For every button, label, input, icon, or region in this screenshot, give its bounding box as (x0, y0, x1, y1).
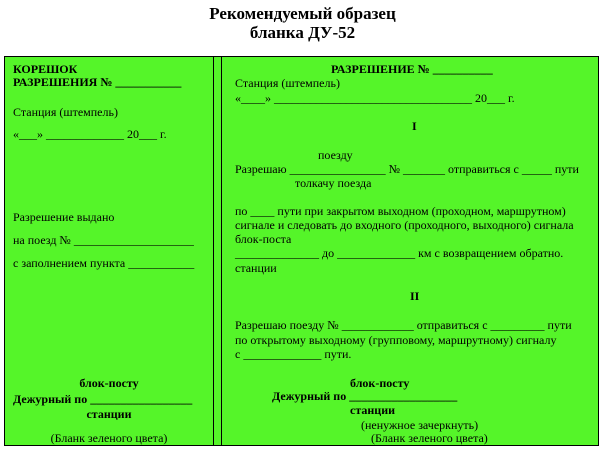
page-title-line1: Рекомендуемый образец (209, 4, 396, 23)
permit-line-d: ______________ до _____________ км с возвращением обратно. (235, 246, 564, 260)
section-one-label: I (412, 119, 417, 133)
stub-heading: КОРЕШОК (13, 62, 78, 76)
permit-train-word: поезду (318, 148, 353, 162)
permit-line-b: сигнале и следовать до входного (проходного, выходного) сигнала (235, 218, 574, 232)
stub-station-word: станции (86, 407, 132, 421)
permit-line-a: по ____ пути при закрытом выходном (проходном, маршрутном) (235, 204, 566, 218)
stub-train-number: на поезд № ____________________ (13, 233, 194, 247)
stub-filling: с заполнением пункта ___________ (13, 256, 195, 270)
permit-line-c: блок-поста (235, 232, 292, 246)
permit-line-g: по открытому выходному (групповому, маршрутному) сигналу (235, 333, 557, 347)
permit-note: (Бланк зеленого цвета) (371, 431, 488, 445)
permit-station: Станция (штемпель) (235, 76, 340, 90)
stub-note: (Бланк зеленого цвета) (50, 431, 168, 445)
permit-heading: РАЗРЕШЕНИЕ № __________ (331, 62, 493, 76)
stub-station: Станция (штемпель) (13, 105, 118, 119)
divider-line-left (213, 57, 214, 445)
divider-line-right (221, 57, 222, 445)
page-title-line2: бланка ДУ-52 (249, 23, 356, 42)
stub-post: блок-посту (79, 376, 139, 390)
green-form (4, 56, 599, 446)
stub-permit-number: РАЗРЕШЕНИЯ № ___________ (13, 75, 182, 89)
permit-allow-line: Разрешаю ________________ № _______ отправиться с _____ пути (235, 162, 579, 176)
permit-post: блок-посту (350, 376, 410, 390)
permit-line-f: Разрешаю поезду № ____________ отправиться с _________ пути (235, 318, 572, 332)
stub-date: «___» _____________ 20___ г. (13, 127, 167, 141)
permit-pusher: толкачу поезда (295, 176, 372, 190)
permit-date: «____» _________________________________ 20___ г. (235, 91, 515, 105)
permit-line-h: с _____________ пути. (235, 347, 352, 361)
permit-cross-out: (ненужное зачеркнуть) (361, 418, 479, 432)
permit-station-word: станции (350, 403, 396, 417)
stub-duty: Дежурный по _________________ (13, 392, 193, 406)
section-two-label: II (410, 289, 420, 303)
permit-duty: Дежурный по __________________ (272, 389, 458, 403)
permit-line-e: станции (235, 261, 277, 275)
stub-issued: Разрешение выдано (13, 210, 115, 224)
